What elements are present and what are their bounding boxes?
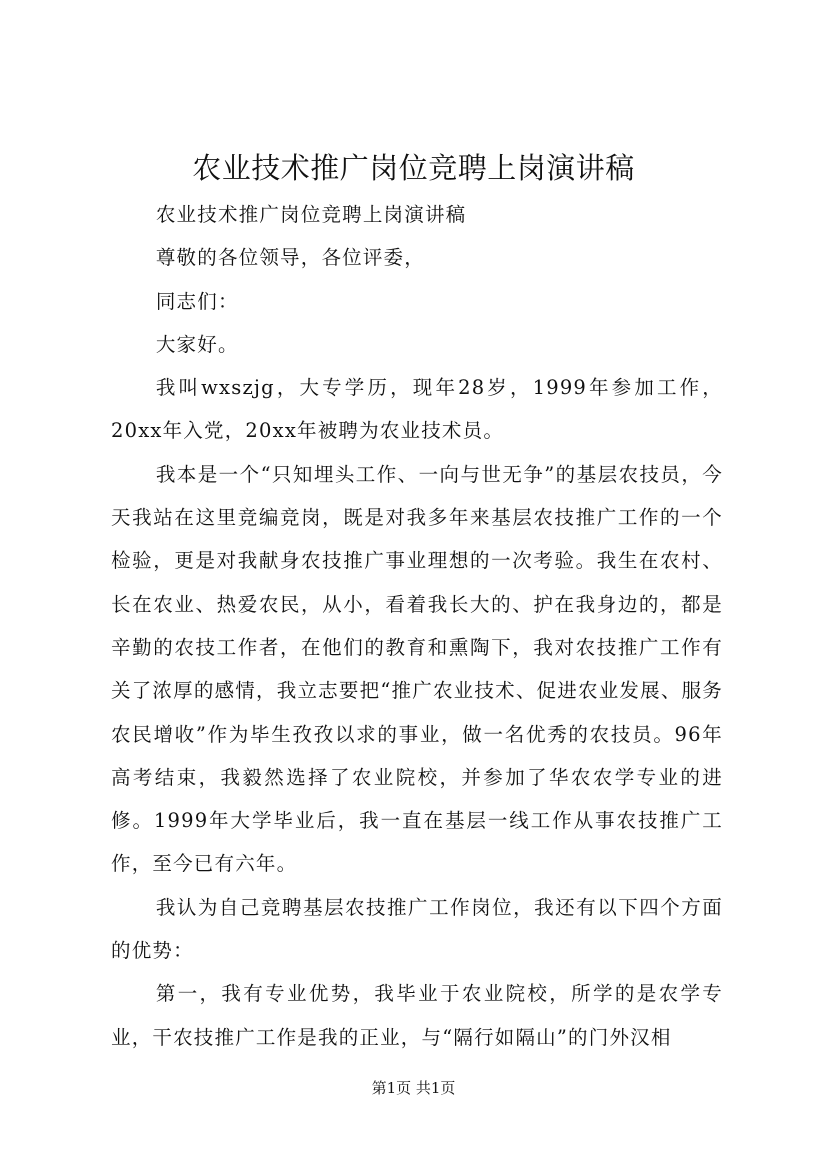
paragraph-salutation: 尊敬的各位领导，各位评委， [155, 246, 425, 270]
paragraph-comrades: 同志们： [155, 289, 239, 313]
paragraph-first-advantage: 第一，我有专业优势，我毕业于农业院校，所学的是农学专业，干农技推广工作是我的正业，与“隔行如隔山”的门外汉相 [111, 982, 723, 1049]
document-body [111, 193, 723, 1059]
paragraph-background: 我本是一个“只知埋头工作、一向与世无争”的基层农技员，今天我站在这里竞编竞岗，既是对我多年来基层农技推广工作的一个检验，更是对我献身农技推广事业理想的一次考验。我生在农村、长在农业、热爱农民，从小，看着我长大的、护在我身边的，都是辛勤的农技工作者，在他们的教育和熏陶下，我对农技推广工作有关了浓厚的感情，我立志要把“推广农业技术、促进农业发展、服务农民增收”作为毕生孜孜以求的事业，做一名优秀的农技员。96年高考结束，我毅然选择了农业院校，并参加了华农农学专业的进修。1999年大学毕业后，我一直在基层一线工作从事农技推广工作，至今已有六年。 [111, 462, 723, 876]
page-number-footer: 第1页 共1页 [371, 1079, 456, 1097]
document-title: 农业技术推广岗位竞聘上岗演讲稿 [192, 151, 635, 185]
paragraph-greeting: 大家好。 [155, 332, 239, 356]
paragraph-advantages-intro: 我认为自己竞聘基层农技推广工作岗位，我还有以下四个方面的优势： [111, 895, 723, 963]
paragraph-introduction: 我叫wxszjg，大专学历，现年28岁，1999年参加工作，20xx年入党，20xx年被聘为农业技术员。 [111, 376, 723, 443]
paragraph-subtitle: 农业技术推广岗位竞聘上岗演讲稿 [155, 203, 467, 226]
